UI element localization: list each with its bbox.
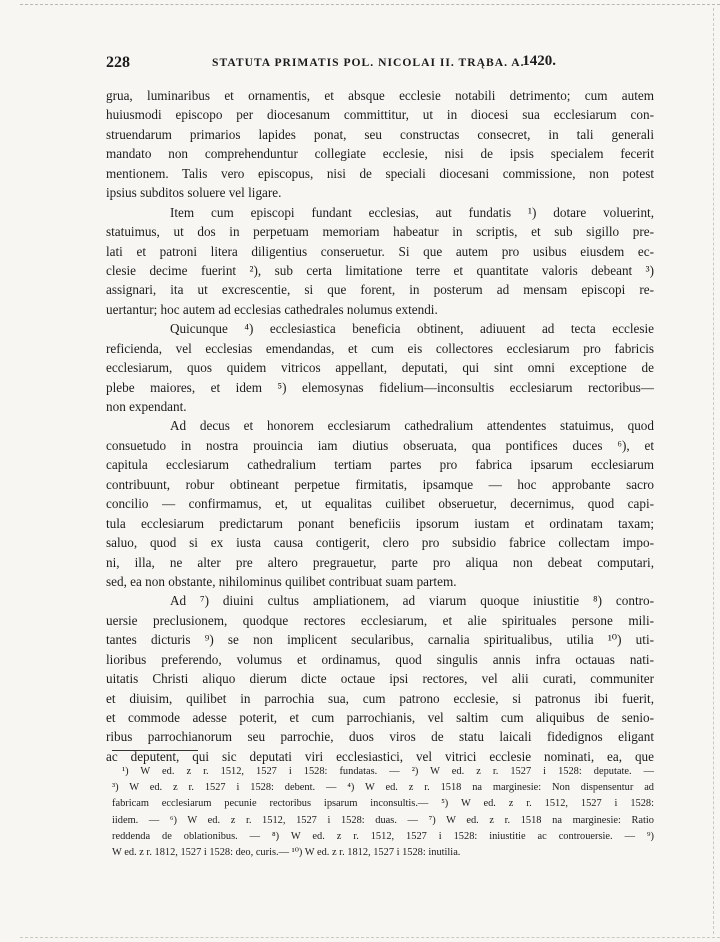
text-line: consuetudo in nostra prouincia iam diutius obseruata, qua pontifices duces ⁶), et — [106, 437, 654, 453]
text-line: saluo, quod si ex iusta causa contigerit, clero pro subsidio fabrice collectam impo- — [106, 535, 654, 551]
text-line: ecclesiarum, quos quidem vitricos appellant, deputati, qui sint omni exceptione de — [106, 360, 654, 376]
running-year: 1420. — [522, 53, 556, 69]
text-line: lioribus preferendo, volumus et ordinamus, quod singulis annis infra octauas nati- — [106, 651, 654, 667]
footnote-line: ³) W ed. z r. 1527 i 1528: debent. — ⁴) W ed. z r. 1518 na marginesie: Non dispensentur ad — [112, 782, 654, 794]
text-line: uertantur; hoc autem ad ecclesias cathedrales nolumus extendi. — [106, 301, 438, 317]
text-line: ribus parrochianorum seu parrochie, duos viros de statu laicali fidedignos eligant — [106, 729, 654, 745]
text-line: ac deputent, qui sic deputati viri ecclesiastici, vel vitrici ecclesie nominati, ea, que — [106, 748, 654, 764]
right-edge-rule — [713, 8, 714, 934]
running-title: STATUTA PRIMATIS POL. NICOLAI II. TRĄBA. A. — [212, 56, 525, 69]
footnote-separator — [112, 750, 198, 751]
text-line: ipsius subditos soluere vel ligare. — [106, 185, 282, 201]
top-edge-rule — [20, 4, 720, 5]
text-line: struendarum primarios lapides ponat, seu constructas consecret, in tali generali — [106, 126, 654, 142]
text-line: Quicunque ⁴) ecclesiastica beneficia obtinent, adiuuent ad tecta ecclesie — [170, 321, 654, 337]
footnote-line: reddenda de oblationibus. — ⁸) W ed. z r. 1512, 1527 i 1528: iniustitie ac controuersie. — ⁹) — [112, 830, 654, 842]
text-line: et commode adesse poterit, et cum parrochianis, vel saltim cum aliquibus de senio- — [106, 710, 654, 725]
text-line: grua, luminaribus et ornamentis, et absque ecclesie notabili detrimento; cum autem — [106, 88, 654, 103]
page-number: 228 — [106, 54, 130, 71]
text-line: tantes dicturis ⁹) se non implicent secularibus, carnalia spiritualibus, utilia ¹⁰) uti- — [106, 632, 654, 648]
text-line: uitatis Christi aliquo dierum dicte octaue ipsi rectores, vel alii curati, communiter — [106, 671, 654, 687]
text-line: non expendant. — [106, 399, 187, 414]
text-line: lati et patroni litera diligentius conseruetur. Si que autem pro usibus eiusdem ec- — [106, 243, 654, 259]
running-header — [106, 52, 654, 76]
text-line: assignari, ita ut excrescentie, si que forent, in posterum ad mensam episcopi re- — [106, 282, 654, 298]
text-line: tula ecclesiarum predictarum ponant beneficiis ipsorum iustam et ordinatam taxam; — [106, 515, 654, 531]
text-line: plebe maiores, et idem ⁵) elemosynas fidelium—inconsultis ecclesiarum rectoribus— — [106, 379, 654, 395]
text-line: et diuisim, quilibet in parrochia sua, cum patrono ecclesie, si patronus ibi fuerit, — [106, 690, 654, 706]
text-line: clesie decime fuerint ²), sub certa limitatione terre et quantitate valoris debeant ³) — [106, 262, 654, 278]
text-line: capitula ecclesiarum cathedralium tertiam partes pro fabrica ipsarum ecclesiarum — [106, 457, 654, 473]
footnote-line: fabricam ecclesiarum pecunie rectoribus ipsarum inconsultis.— ⁵) W ed. z r. 1512, 1527 i 1528: — [112, 798, 654, 810]
footnote-line: ¹) W ed. z r. 1512, 1527 i 1528: fundatas. — ²) W ed. z r. 1527 i 1528: deputate. — — [122, 766, 654, 777]
text-line: Ad ⁷) diuini cultus ampliationem, ad viarum quoque iniustitie ⁸) contro- — [170, 593, 654, 609]
text-line: mentionem. Talis vero episcopus, nisi de speciali diocesani commissione, non potest — [106, 165, 654, 181]
text-line: ni, illa, ne alter pre altero pregrauetur, parte pro aliqua non debeat computari, — [106, 554, 654, 570]
text-line: Ad decus et honorem ecclesiarum cathedralium attendentes statuimus, quod — [170, 418, 654, 434]
text-line: huiusmodi episcopo per diocesanum committitur, ut in diocesi sua ecclesiarum con- — [106, 107, 654, 123]
text-line: uersie preclusionem, quodque rectores ecclesiarum, et alie spirituales persone mili- — [106, 612, 654, 628]
text-line: reficienda, vel ecclesias emendandas, et cum eis collectores ecclesiarum pro fabricis — [106, 340, 654, 356]
bottom-edge-rule — [20, 937, 720, 938]
text-line: sed, ea non obstante, nihilominus quilibet contribuat suam partem. — [106, 573, 457, 589]
footnotes — [112, 764, 654, 861]
text-line: Item cum episcopi fundant ecclesias, aut fundatis ¹) dotare voluerint, — [170, 204, 654, 220]
main-text — [106, 86, 654, 766]
text-line: mandato non comprehenduntur collegiate ecclesie, nisi de ipsis specialem fecerit — [106, 146, 654, 162]
footnote-line: iidem. — ⁶) W ed. z r. 1512, 1527 i 1528: duas. — ⁷) W ed. z r. 1518 na marginesie: Ratio — [112, 814, 654, 826]
text-line: contribuunt, robur obtineant perpetue firmitatis, ipsamque — hoc approbante sacro — [106, 476, 654, 492]
text-line: concilio — confirmamus, et, ut equalitas cuilibet obseruetur, decernimus, quod capi- — [106, 496, 654, 512]
footnote-line: W ed. z r. 1812, 1527 i 1528: deo, curis.— ¹⁰) W ed. z r. 1812, 1527 i 1528: inutilia. — [112, 846, 461, 858]
text-line: statuimus, ut dos in perpetuam memoriam habeatur in scriptis, et sub sigillo pre- — [106, 224, 654, 240]
